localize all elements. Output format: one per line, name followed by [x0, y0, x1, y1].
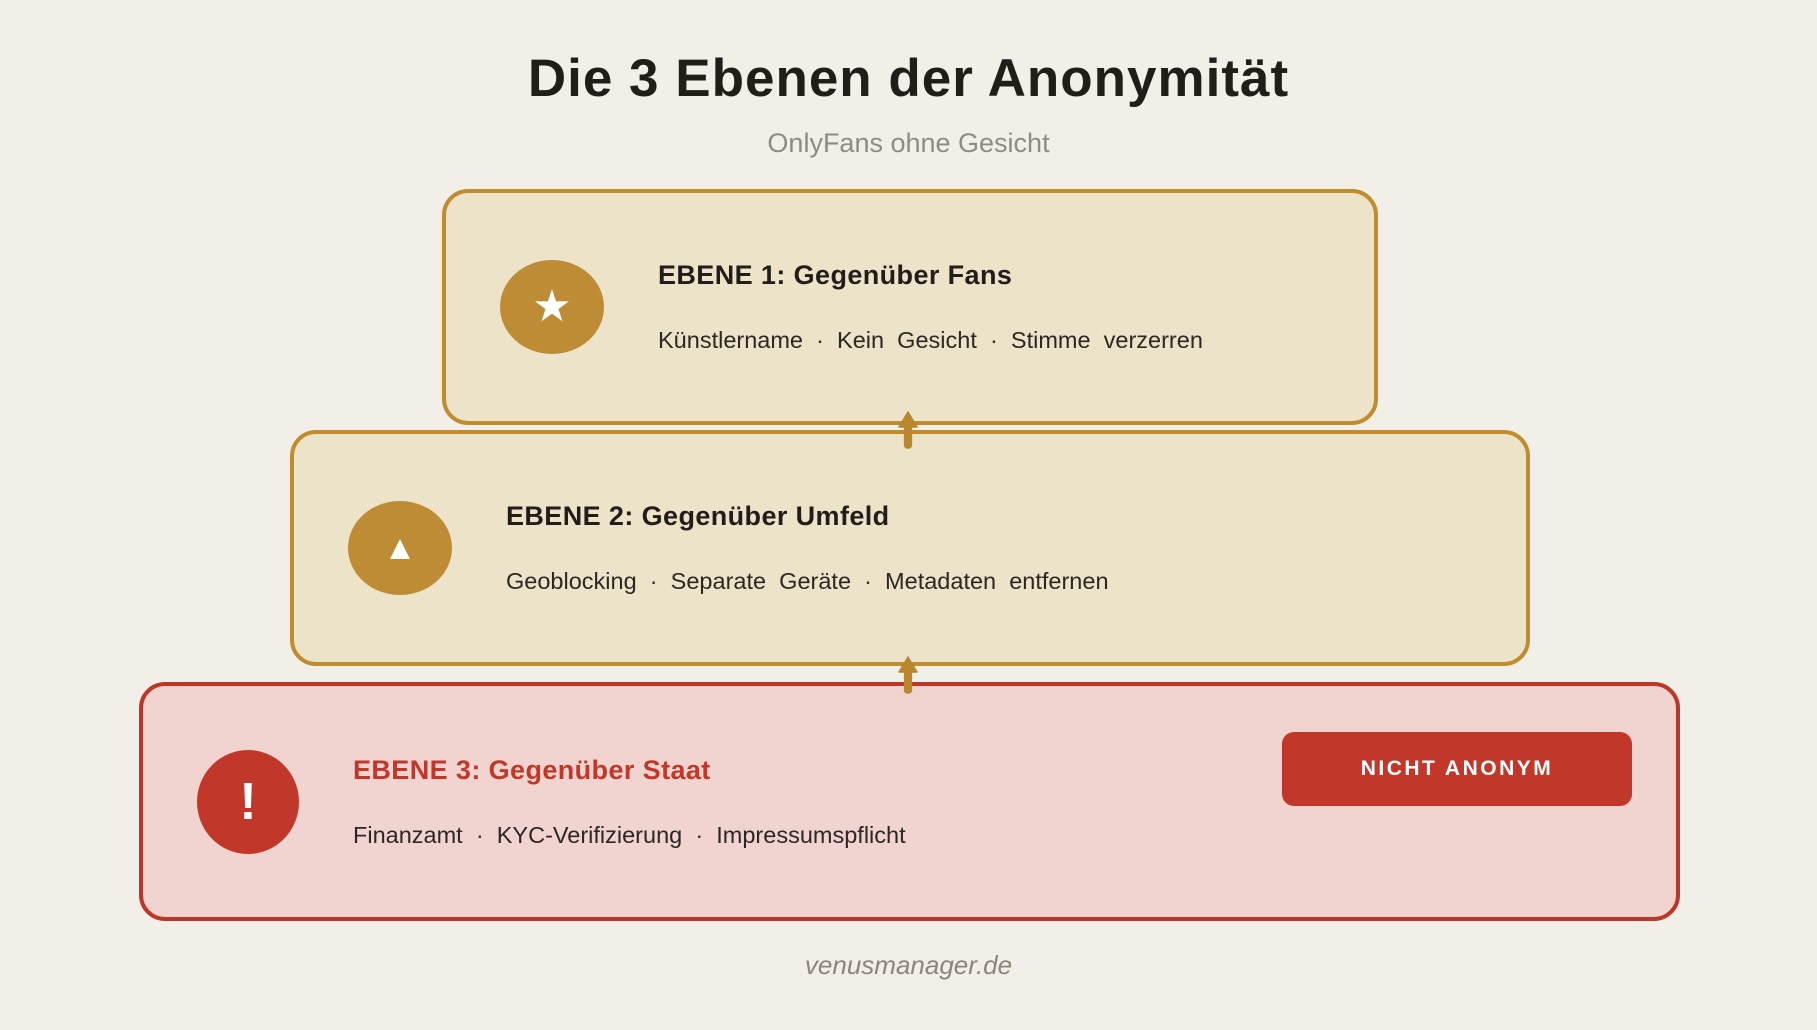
level-3-card	[139, 682, 1680, 921]
page-title: Die 3 Ebenen der Anonymität	[527, 49, 1290, 108]
level-2-icon-circle	[348, 501, 452, 595]
exclamation-icon: !	[239, 772, 257, 831]
connector-up-arrow-icon	[898, 656, 918, 694]
level-3-icon-circle	[197, 750, 299, 854]
level-1-icon-circle	[500, 260, 604, 354]
star-icon: ★	[532, 282, 572, 331]
page-subtitle: OnlyFans ohne Gesicht	[767, 128, 1050, 158]
level-2-items: Geoblocking · Separate Geräte · Metadaten entfernen	[506, 568, 1109, 594]
level-1-title: EBENE 1: Gegenüber Fans	[658, 260, 1013, 290]
footer-watermark: venusmanager.de	[804, 950, 1013, 980]
level-2-text	[506, 501, 1109, 595]
level-2-title: EBENE 2: Gegenüber Umfeld	[506, 501, 890, 531]
level-1-text	[658, 260, 1203, 354]
connector-up-arrow-icon	[898, 411, 918, 449]
triangle-icon: ▲	[383, 529, 417, 567]
level-3-text	[353, 755, 906, 849]
level-2-card	[290, 430, 1530, 666]
level-3-items: Finanzamt · KYC-Verifizierung · Impressumspflicht	[353, 821, 906, 848]
level-1-items: Künstlername · Kein Gesicht · Stimme verzerren	[658, 327, 1203, 353]
level-1-card	[442, 189, 1378, 425]
level-3-title: EBENE 3: Gegenüber Staat	[353, 754, 711, 785]
not-anonymous-badge: NICHT ANONYM	[1282, 732, 1632, 806]
